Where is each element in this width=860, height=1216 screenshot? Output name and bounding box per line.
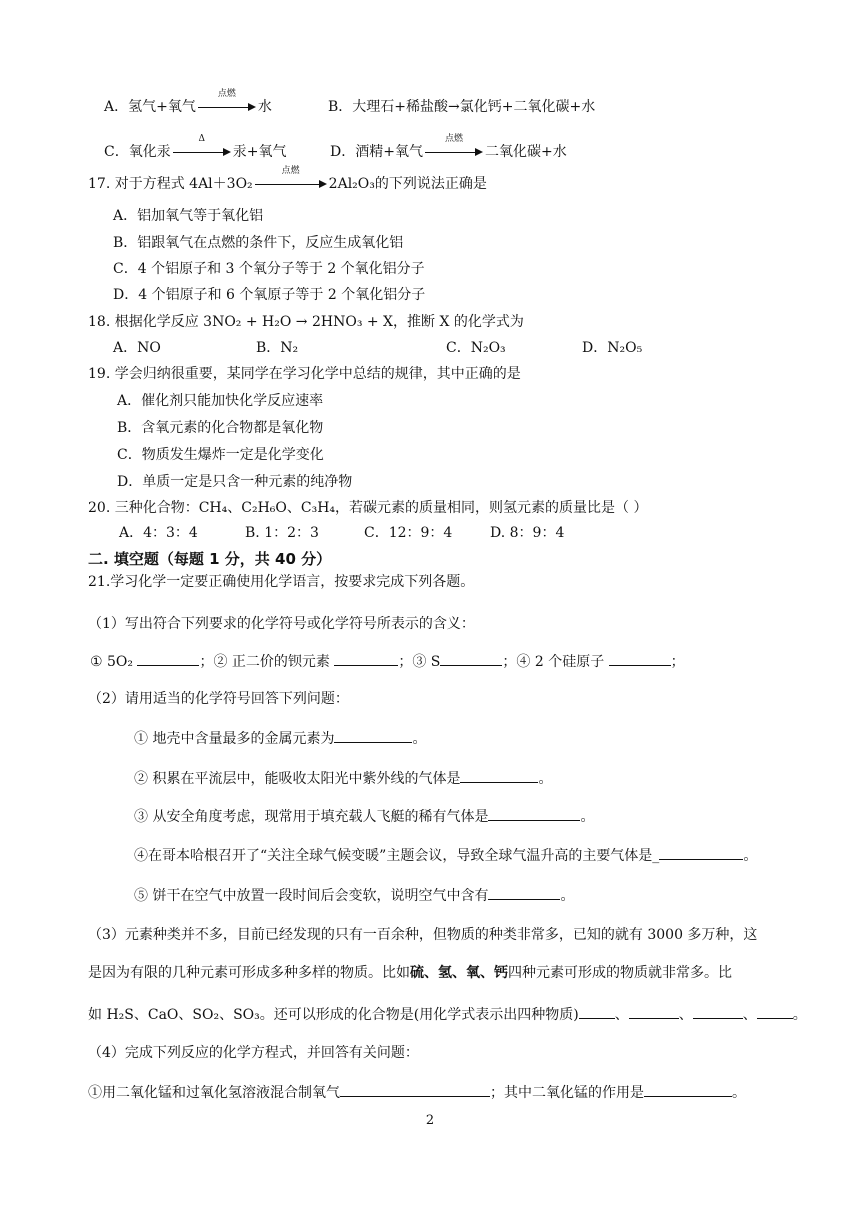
q19-option-c: C．物质发生爆炸一定是化学变化 (117, 447, 324, 463)
answer-blank[interactable] (488, 806, 580, 821)
answer-blank[interactable] (579, 1004, 615, 1019)
q21-part3-line1: （3）元素种类并不多，目前已经发现的只有一百余种，但物质的种类非常多，已知的就有 3000 多万种，这 (88, 927, 758, 943)
q21-stem: 21.学习化学一定要正确使用化学语言，按要求完成下列各题。 (88, 574, 475, 590)
q17-option-b: B．铝跟氧气在点燃的条件下，反应生成氧化铝 (113, 235, 404, 251)
q18-option-c: C．N₂O₃ (446, 340, 506, 356)
answer-blank[interactable] (460, 768, 538, 783)
q17-stem: 17. 对于方程式 4Al＋3O₂ 点燃 2Al₂O₃的下列说法正确是 (88, 166, 487, 192)
q17-option-c: C．4 个铝原子和 3 个氧分子等于 2 个氧化铝分子 (113, 261, 425, 277)
q20-option-a: A．4：3：4 (119, 525, 198, 541)
q21-part1-heading: （1）写出符合下列要求的化学符号或化学符号所表示的含义： (88, 616, 475, 632)
reaction-arrow-icon: Δ (173, 143, 231, 161)
section-title: 二. 填空题（每题 1 分，共 40 分） (88, 550, 332, 568)
q17-option-d: D．4 个铝原子和 6 个氧原子等于 2 个氧化铝分子 (113, 287, 426, 303)
answer-blank[interactable] (340, 1082, 490, 1097)
q20-option-d: D. 8：9：4 (490, 525, 565, 541)
q20-option-b: B. 1：2：3 (245, 525, 319, 541)
q21-part2-item1: ① 地壳中含量最多的金属元素为 。 (134, 728, 426, 749)
q21-part4-heading: （4）完成下列反应的化学方程式，并回答有关问题： (88, 1045, 419, 1061)
q21-part2-item3: ③ 从安全角度考虑，现常用于填充载人飞艇的稀有气体是 。 (134, 806, 594, 827)
q16-option-d: D．酒精+氧气 点燃 二氧化碳+水 (330, 134, 567, 160)
page-number: 2 (425, 1113, 435, 1128)
answer-blank[interactable] (693, 1004, 743, 1019)
q21-part1-items: ① 5O₂ ；② 正二价的钡元素 ；③ S ；④ 2 个硅原子 ； (90, 651, 685, 672)
q21-part2-item5: ⑤ 饼干在空气中放置一段时间后会变软，说明空气中含有 。 (134, 885, 574, 906)
q16-a-products: 水 (257, 99, 272, 115)
answer-blank[interactable] (334, 651, 398, 666)
q19-option-d: D．单质一定是只含一种元素的纯净物 (117, 474, 353, 490)
q16-option-b: B．大理石+稀盐酸→氯化钙+二氧化碳+水 (328, 99, 596, 115)
answer-blank[interactable] (609, 651, 671, 666)
q16-a-reactants: A．氢气+氧气 (104, 99, 196, 115)
q19-option-b: B．含氧元素的化合物都是氧化物 (117, 420, 324, 436)
q16-option-a (104, 89, 272, 117)
q19-option-a: A．催化剂只能加快化学反应速率 (117, 393, 324, 409)
answer-blank[interactable] (440, 651, 502, 666)
q21-part3-line3: 如 H₂S、CaO、SO₂、SO₃。还可以形成的化合物是(用化学式表示出四种物质) 、 、 、 。 (88, 1004, 807, 1025)
answer-blank[interactable] (488, 885, 560, 900)
q18-option-a: A．NO (113, 340, 161, 356)
answer-blank[interactable] (644, 1082, 732, 1097)
q16-option-c: C．氧化汞 Δ 汞+氧气 (104, 134, 287, 160)
q18-stem: 18. 根据化学反应 3NO₂ + H₂O → 2HNO₃ + X，推断 X 的化学式为 (88, 314, 524, 330)
q18-option-b: B．N₂ (256, 340, 299, 356)
q21-part4-item1: ①用二氧化锰和过氧化氢溶液混合制氧气 ；其中二氧化锰的作用是 。 (88, 1082, 746, 1103)
answer-blank[interactable] (334, 728, 412, 743)
q21-part2-item2: ② 积累在平流层中，能吸收太阳光中紫外线的气体是 。 (134, 768, 552, 789)
answer-blank[interactable] (137, 651, 199, 666)
reaction-arrow-icon: 点燃 (198, 98, 256, 116)
elements-emphasis: 硫、氢、氧、钙 (410, 965, 508, 981)
q21-part3-line2: 是因为有限的几种元素可形成多种多样的物质。比如硫、氢、氧、钙四种元素可形成的物质就非常多。比 (88, 965, 732, 981)
q19-stem: 19. 学会归纳很重要，某同学在学习化学中总结的规律，其中正确的是 (88, 366, 521, 382)
answer-blank[interactable] (757, 1004, 793, 1019)
answer-blank[interactable] (629, 1004, 679, 1019)
q20-stem: 20. 三种化合物：CH₄、C₂H₆O、C₃H₄，若碳元素的质量相同，则氢元素的质量比是（ ） (88, 500, 648, 516)
answer-blank[interactable] (659, 845, 743, 860)
reaction-arrow-icon: 点燃 (425, 143, 483, 161)
q21-part2-item4: ④在哥本哈根召开了“关注全球气候变暖”主题会议，导致全球气温升高的主要气体是_ 。 (134, 845, 757, 866)
q21-part2-heading: （2）请用适当的化学符号回答下列问题： (88, 691, 349, 707)
reaction-arrow-icon: 点燃 (255, 175, 327, 193)
q20-option-c: C．12：9：4 (364, 525, 453, 541)
q18-option-d: D．N₂O₅ (582, 340, 643, 356)
q17-option-a: A．铝加氧气等于氧化铝 (113, 208, 264, 224)
